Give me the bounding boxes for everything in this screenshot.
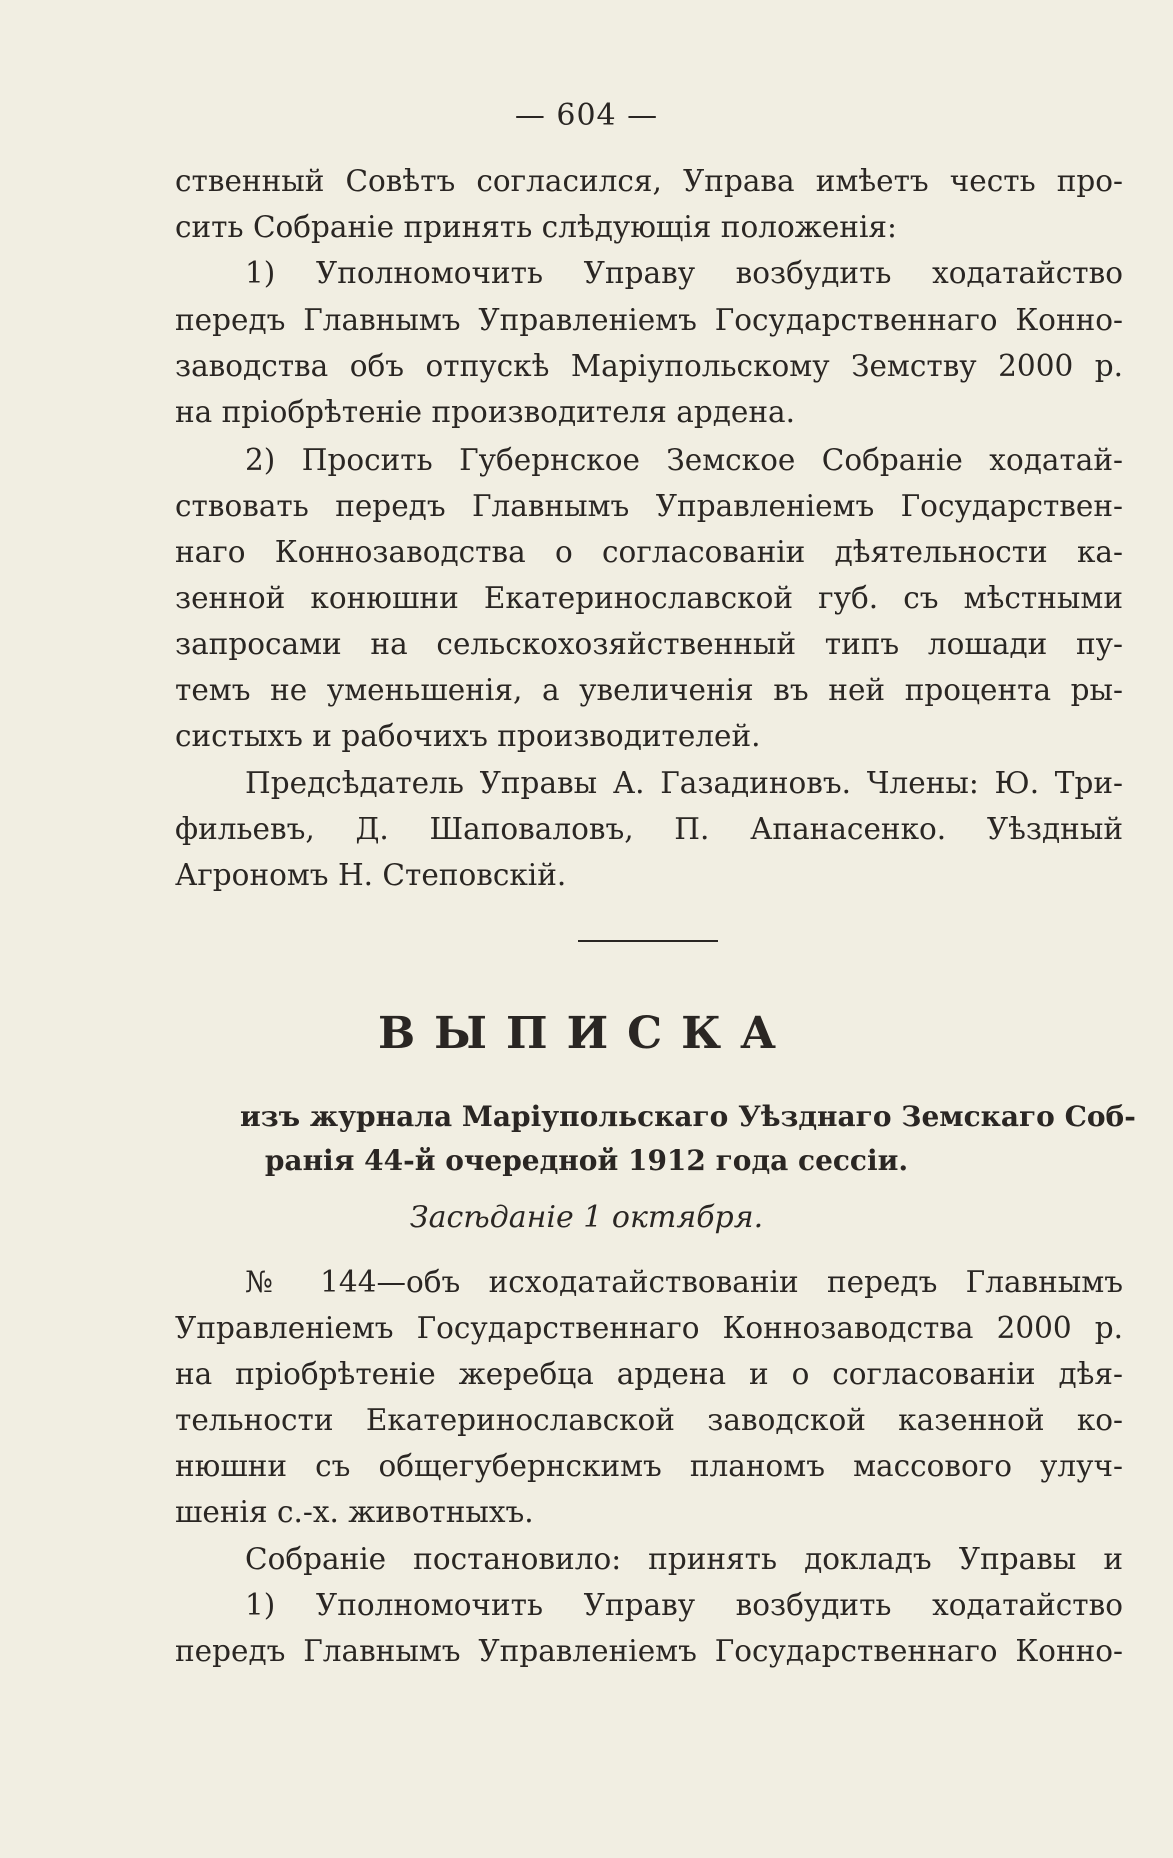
text-line: № 144—объ исходатайствованіи передъ Главнымъ bbox=[245, 1265, 1123, 1299]
text-line: наго Коннозаводства о согласованіи дѣятельности ка- bbox=[175, 535, 1123, 569]
text-line: фильевъ, Д. Шаповаловъ, П. Апанасенко. Уѣздный bbox=[175, 812, 1123, 846]
text-line: шенія с.-х. животныхъ. bbox=[175, 1495, 534, 1529]
text-line: Управленіемъ Государственнаго Коннозаводства 2000 р. bbox=[175, 1311, 1123, 1345]
text-line: передъ Главнымъ Управленіемъ Государственнаго Конно- bbox=[175, 303, 1123, 337]
text-line: 2) Просить Губернское Земское Собраніе ходатай- bbox=[245, 443, 1123, 477]
text-line: на пріобрѣтеніе производителя ардена. bbox=[175, 395, 795, 429]
text-line: Предсѣдатель Управы А. Газадиновъ. Члены: Ю. Три- bbox=[245, 766, 1123, 800]
text-line: запросами на сельскохозяйственный типъ лошади пу- bbox=[175, 627, 1123, 661]
text-line: 1) Уполномочить Управу возбудить ходатайство bbox=[245, 1588, 1123, 1622]
page-number: — 604 — bbox=[514, 98, 659, 133]
text-line: систыхъ и рабочихъ производителей. bbox=[175, 719, 761, 753]
text-line: передъ Главнымъ Управленіемъ Государственнаго Конно- bbox=[175, 1634, 1123, 1668]
section-divider bbox=[578, 940, 718, 942]
text-line: ственный Совѣтъ согласился, Управа имѣетъ честь про- bbox=[175, 164, 1123, 198]
text-line: 1) Уполномочить Управу возбудить ходатайство bbox=[245, 256, 1123, 290]
session-date: Засѣданіе 1 октября. bbox=[409, 1200, 764, 1235]
text-line: сить Собраніе принять слѣдующія положенія: bbox=[175, 210, 897, 244]
extract-title: ВЫПИСКА bbox=[377, 1008, 796, 1059]
text-line: Агрономъ Н. Степовскій. bbox=[175, 858, 567, 892]
text-line: заводства объ отпускѣ Маріупольскому Земству 2000 р. bbox=[175, 349, 1123, 383]
text-line: зенной конюшни Екатеринославской губ. съ мѣстными bbox=[175, 581, 1123, 615]
text-line: нюшни съ общегубернскимъ планомъ массового улуч- bbox=[175, 1449, 1123, 1483]
extract-subtitle-line-1: изъ журнала Маріупольскаго Уѣзднаго Земскаго Соб- bbox=[240, 1100, 1136, 1133]
text-line: темъ не уменьшенія, а увеличенія въ ней процента ры- bbox=[175, 673, 1123, 707]
extract-subtitle-line-2: ранія 44-й очередной 1912 года сессіи. bbox=[264, 1144, 909, 1177]
text-line: на пріобрѣтеніе жеребца ардена и о согласованіи дѣя- bbox=[175, 1357, 1123, 1391]
text-line: Собраніе постановило: принять докладъ Управы и bbox=[245, 1542, 1123, 1576]
text-line: тельности Екатеринославской заводской казенной ко- bbox=[175, 1403, 1123, 1437]
text-line: ствовать передъ Главнымъ Управленіемъ Государствен- bbox=[175, 489, 1123, 523]
